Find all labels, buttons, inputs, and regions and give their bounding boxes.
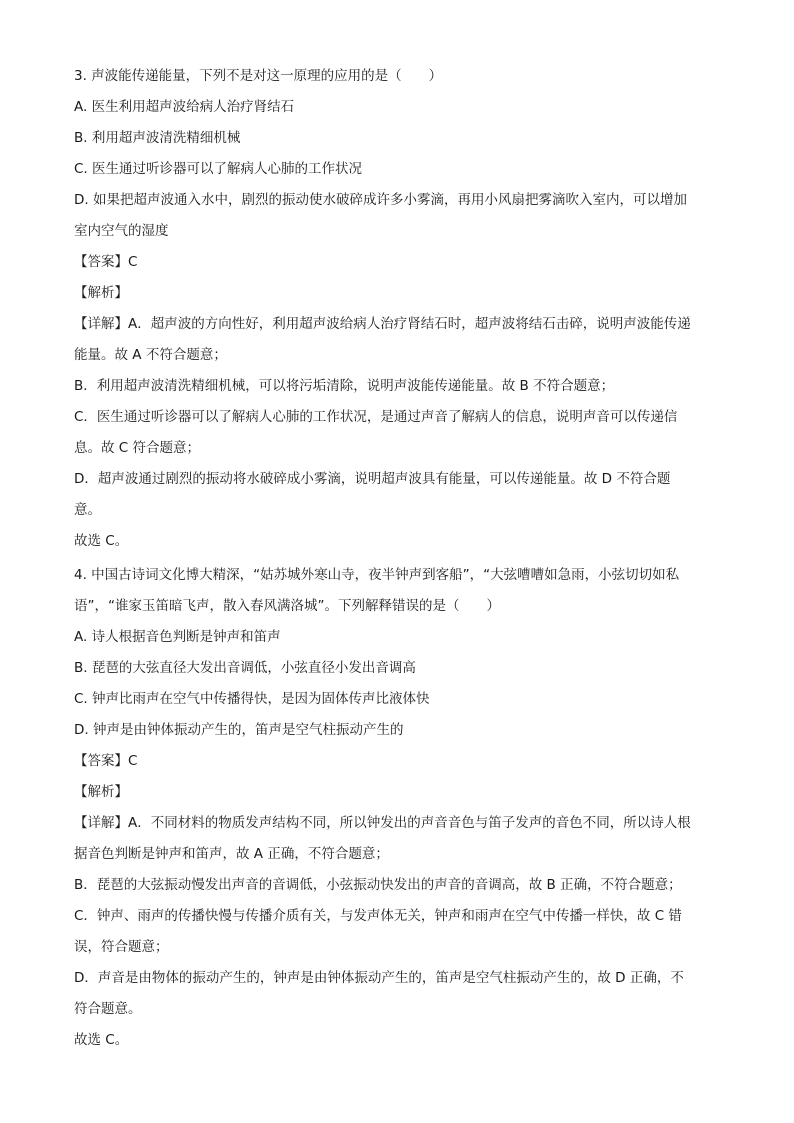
explanation-c-continued: 误，符合题意； <box>74 939 169 955</box>
option-d: D. 如果把超声波通入水中，剧烈的振动使水破碎成许多小雾滴，再用小风扇把雾滴吹入室内，可以增加 <box>74 192 687 208</box>
option-c: C. 钟声比雨声在空气中传播得快，是因为固体传声比液体快 <box>74 691 430 707</box>
explanation-d: D．超声波通过剧烈的振动将水破碎成小雾滴，说明超声波具有能量，可以传递能量。故 D 不符合题 <box>74 471 671 487</box>
explanation-d: D．声音是由物体的振动产生的，钟声是由钟体振动产生的，笛声是空气柱振动产生的，故 D 正确，不 <box>74 970 684 986</box>
conclusion: 故选 C。 <box>74 533 129 549</box>
explanation-a: 【详解】A．超声波的方向性好，利用超声波给病人治疗肾结石时，超声波将结石击碎，说明声波能传递 <box>74 316 691 332</box>
option-a: A. 医生利用超声波给病人治疗肾结石 <box>74 99 295 115</box>
question-4 <box>74 560 724 1056</box>
explanation-c: C．医生通过听诊器可以了解病人心肺的工作状况，是通过声音了解病人的信息，说明声音可以传递信 <box>74 409 678 425</box>
document-page <box>74 61 724 1056</box>
question-stem: 3. 声波能传递能量，下列不是对这一原理的应用的是（ ） <box>74 68 443 84</box>
explanation-c-continued: 息。故 C 符合题意； <box>74 440 201 456</box>
option-d-continued: 室内空气的湿度 <box>74 223 169 239</box>
option-d: D. 钟声是由钟体振动产生的，笛声是空气柱振动产生的 <box>74 722 404 738</box>
option-c: C. 医生通过听诊器可以了解病人心肺的工作状况 <box>74 161 363 177</box>
analysis-label: 【解析】 <box>74 285 128 301</box>
explanation-a-continued: 能量。故 A 不符合题意； <box>74 347 227 363</box>
answer-label: 【答案】C <box>74 753 138 769</box>
question-stem-continued: 语”，“谁家玉笛暗飞声，散入春风满洛城”。下列解释错误的是（ ） <box>74 598 500 614</box>
explanation-b: B．利用超声波清洗精细机械，可以将污垢清除，说明声波能传递能量。故 B 不符合题意； <box>74 378 615 394</box>
explanation-d-continued: 意。 <box>74 502 101 518</box>
question-stem: 4. 中国古诗词文化博大精深，“姑苏城外寒山寺，夜半钟声到客船”，“大弦嘈嘈如急雨，小弦切切如私 <box>74 567 680 583</box>
answer-label: 【答案】C <box>74 254 138 270</box>
conclusion: 故选 C。 <box>74 1032 129 1048</box>
explanation-a-continued: 据音色判断是钟声和笛声，故 A 正确，不符合题意； <box>74 846 389 862</box>
question-3 <box>74 61 724 557</box>
explanation-c: C．钟声、雨声的传播快慢与传播介质有关，与发声体无关，钟声和雨声在空气中传播一样快，故 C 错 <box>74 908 682 924</box>
explanation-a: 【详解】A．不同材料的物质发声结构不同，所以钟发出的声音音色与笛子发声的音色不同，所以诗人根 <box>74 815 691 831</box>
option-a: A. 诗人根据音色判断是钟声和笛声 <box>74 629 281 645</box>
option-b: B. 利用超声波清洗精细机械 <box>74 130 241 146</box>
explanation-d-continued: 符合题意。 <box>74 1001 142 1017</box>
explanation-b: B．琵琶的大弦振动慢发出声音的音调低，小弦振动快发出的声音的音调高，故 B 正确，不符合题意； <box>74 877 682 893</box>
analysis-label: 【解析】 <box>74 784 128 800</box>
option-b: B. 琵琶的大弦直径大发出音调低，小弦直径小发出音调高 <box>74 660 416 676</box>
